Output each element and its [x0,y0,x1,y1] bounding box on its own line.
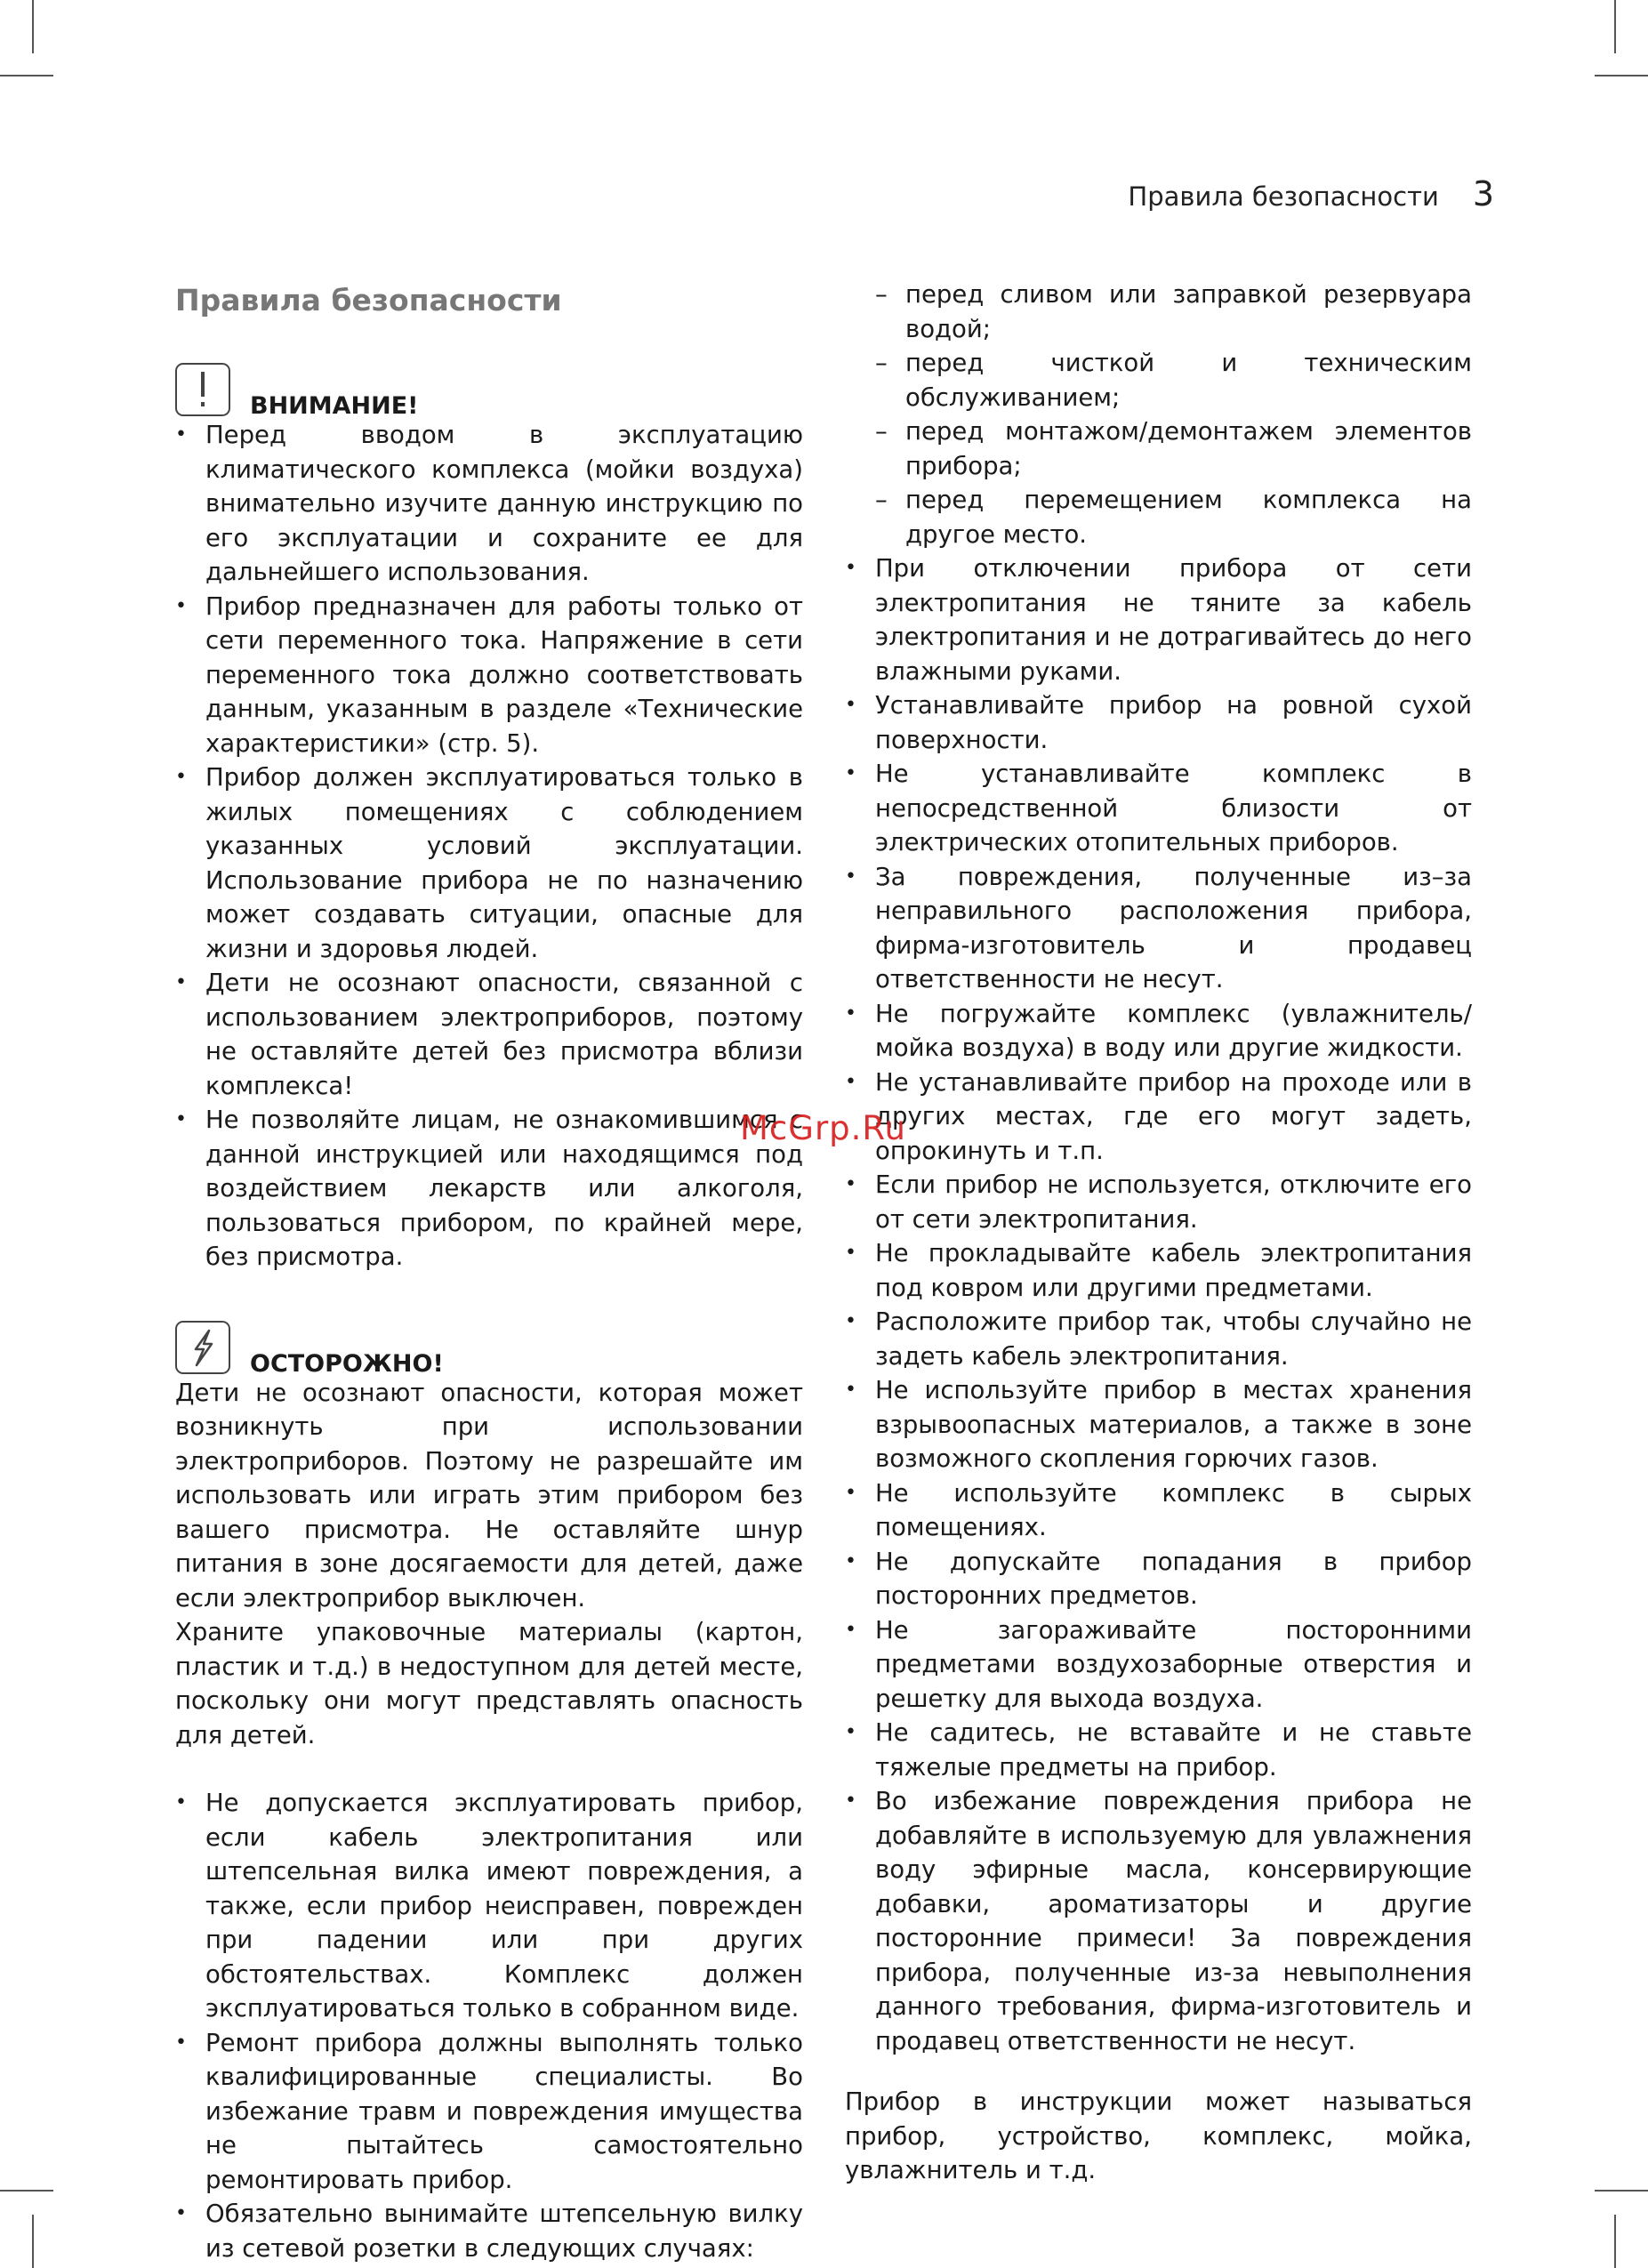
list-item: • За повреждения, полученные из–за неправильного расположения прибора, фирма-изготовитель и продавец ответственности не несут. [845,860,1472,997]
list-item: • Прибор предназначен для работы только от сети переменного тока. Напряжение в сети переменного тока должно соответствовать данным, указанным в разделе «Технические характеристики» (стр. 5). [175,590,803,761]
crop-mark [32,2215,34,2268]
left-column [175,277,803,2265]
crop-mark [32,0,34,53]
page-number: 3 [1472,174,1494,213]
list-item: • Во избежание повреждения прибора не добавляйте в используемую для увлажнения воду эфирные масла, консервирующие добавки, ароматизаторы и другие посторонние примеси! За повреждения прибора, полученные из-за невыполнения данного требования, фирма-изготовитель и продавец ответственности не несут. [845,1784,1472,2058]
list-item: • Если прибор не используется, отключите его от сети электропитания. [845,1168,1472,1236]
list-item: • Ремонт прибора должны выполнять только квалифицированные специалисты. Во избежание травм и повреждения имущества не пытайтесь самостоятельно ремонтировать прибор. [175,2026,803,2198]
header-title: Правила безопасности [1128,181,1439,212]
crop-mark [0,75,53,76]
list-item: • Обязательно вынимайте штепсельную вилку из сетевой розетки в следующих случаях: [175,2197,803,2265]
unplug-cases-list [845,277,1472,551]
crop-mark [1614,2215,1616,2268]
list-item: • Прибор должен эксплуатироваться только в жилых помещениях с соблюдением указанных условий эксплуатации. Использование прибора не по назначению может создавать ситуации, опасные для жизни и здоровья людей. [175,760,803,966]
list-item: • Не прокладывайте кабель электропитания под ковром или другими предметами. [845,1236,1472,1305]
list-item: • Не садитесь, не вставайте и не ставьте тяжелые предметы на прибор. [845,1716,1472,1784]
running-header [1121,174,1494,219]
list-item: • Не используйте прибор в местах хранения взрывоопасных материалов, а также в зоне возможного скопления горючих газов. [845,1373,1472,1476]
list-item: • Устанавливайте прибор на ровной сухой поверхности. [845,688,1472,757]
safety-list-left [175,1786,803,2265]
right-column [845,277,1472,2188]
warning-label: ВНИМАНИЕ! [250,392,419,420]
list-item: • Не допускается эксплуатировать прибор, если кабель электропитания или штепсельная вилка имеют повреждения, а также, если прибор неисправен, поврежден при падении или при других обстоятельствах. Комплекс должен эксплуатироваться только в собранном виде. [175,1786,803,2026]
caution-paragraph: Храните упаковочные материалы (картон, пластик и т.д.) в недоступном для детей месте, поскольку они могут представлять опасность для детей. [175,1618,803,1749]
exclamation-icon [175,363,230,416]
list-item: • Не используйте комплекс в сырых помещениях. [845,1476,1472,1545]
list-item: • Перед вводом в эксплуатацию климатического комплекса (мойки воздуха) внимательно изучите данную инструкцию по его эксплуатации и сохраните ее для дальнейшего использования. [175,418,803,590]
caution-heading [175,1321,803,1378]
page-title: Правила безопасности [175,283,562,318]
list-item: • Не устанавливайте комплекс в непосредственной близости от электрических отопительных приборов. [845,757,1472,860]
caution-paragraph: Дети не осознают опасности, которая может возникнуть при использовании электроприборов. Поэтому не разрешайте им использовать или играть этим прибором без вашего присмотра. Не оставляйте шнур питания в зоне досягаемости для детей, даже если электроприбор выключен. [175,1378,803,1613]
list-item: • Не погружайте комплекс (увлажнитель/мойка воздуха) в воду или другие жидкости. [845,997,1472,1066]
list-item: • Не позволяйте лицам, не ознакомившимся с данной инструкцией или находящимся под воздействием лекарств или алкоголя, пользоваться прибором, по крайней мере, без присмотра. [175,1103,803,1275]
warning-list [175,418,803,1275]
crop-mark [1614,0,1616,53]
warning-heading [175,363,803,420]
crop-mark [0,2190,53,2192]
watermark: McGrp.Ru [740,1109,906,1147]
list-item: • Не допускайте попадания в прибор посторонних предметов. [845,1545,1472,1613]
crop-mark [1595,2190,1648,2192]
list-item: • Не загораживайте посторонними предметами воздухозаборные отверстия и решетку для выхода воздуха. [845,1613,1472,1717]
lightning-icon [175,1321,230,1374]
crop-mark [1595,75,1648,76]
list-item: – перед сливом или заправкой резервуара водой; [845,277,1472,346]
list-item: – перед монтажом/демонтажем элементов прибора; [845,414,1472,483]
safety-list-right [845,551,1472,2058]
list-item: • Не устанавливайте прибор на проходе или в других местах, где его могут задеть, опрокинуть и т.п. [845,1066,1472,1169]
list-item: • При отключении прибора от сети электропитания не тяните за кабель электропитания и не дотрагивайтесь до него влажными руками. [845,551,1472,688]
list-item: – перед чисткой и техническим обслуживанием; [845,346,1472,414]
list-item: • Расположите прибор так, чтобы случайно не задеть кабель электропитания. [845,1305,1472,1373]
list-item: – перед перемещением комплекса на другое место. [845,483,1472,551]
caution-label: ОСТОРОЖНО! [250,1349,444,1378]
footer-note: Прибор в инструкции может называться прибор, устройство, комплекс, мойка, увлажнитель и т.д. [845,2087,1472,2184]
list-item: • Дети не осознают опасности, связанной с использованием электроприборов, поэтому не оставляйте детей без присмотра вблизи комплекса! [175,966,803,1103]
